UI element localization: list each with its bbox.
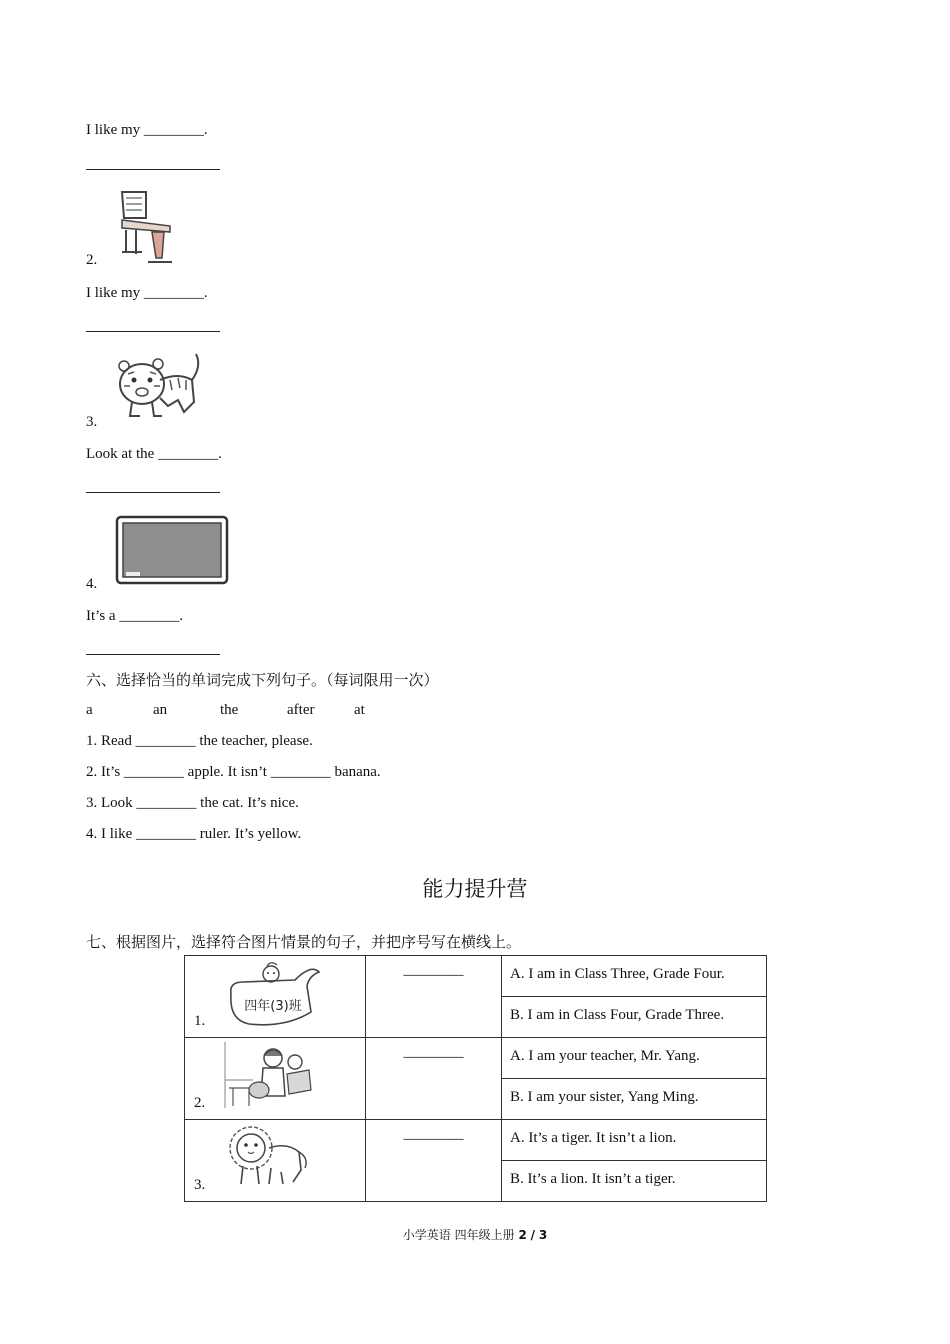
tiger-icon xyxy=(112,350,204,424)
section-6-sentence: 3. Look ________ the cat. It’s nice. xyxy=(86,795,299,811)
sentence-4: It’s a ________. xyxy=(86,608,184,624)
class-sign-icon xyxy=(225,960,323,1032)
option-a: A. It’s a tiger. It isn’t a lion. xyxy=(510,1130,677,1146)
word-bank-word: an xyxy=(153,702,168,718)
item-2-number: 2. xyxy=(86,252,98,268)
table-row xyxy=(185,956,767,997)
answer-line-4 xyxy=(86,654,220,655)
item-4-number: 4. xyxy=(86,576,98,592)
row-number: 3. xyxy=(194,1177,206,1193)
row-number: 2. xyxy=(194,1095,206,1111)
section-6-sentence: 2. It’s ________ apple. It isn’t ________ banana. xyxy=(86,764,381,780)
section-6-sentence: 1. Read ________ the teacher, please. xyxy=(86,733,313,749)
word-bank-word: after xyxy=(287,702,315,718)
word-bank-word: the xyxy=(220,702,239,718)
table-row xyxy=(185,1038,767,1079)
page-total: 3 xyxy=(538,1228,548,1242)
row-number: 1. xyxy=(194,1013,206,1029)
page-separator: / xyxy=(530,1228,536,1242)
answer-line-3 xyxy=(86,492,220,493)
picture-cell xyxy=(185,1120,366,1202)
section-6-heading: 六、选择恰当的单词完成下列句子。（每词限用一次） xyxy=(86,671,439,689)
answer-line-1 xyxy=(86,169,220,170)
answer-blank[interactable]: ________ xyxy=(366,956,502,1038)
item-3-number: 3. xyxy=(86,414,98,430)
option-a: A. I am in Class Three, Grade Four. xyxy=(510,966,725,982)
blackboard-icon xyxy=(114,514,230,586)
sentence-2: I like my ________. xyxy=(86,285,208,301)
class-sign-text: 四年(3)班 xyxy=(244,999,302,1014)
ability-section-title: 能力提升营 xyxy=(422,877,528,901)
section-7-heading: 七、根据图片，选择符合图片情景的句子，并把序号写在横线上。 xyxy=(86,933,522,951)
section-6-sentence: 4. I like ________ ruler. It’s yellow. xyxy=(86,826,302,842)
answer-blank[interactable]: ________ xyxy=(366,1120,502,1202)
word-bank-word: a xyxy=(86,702,93,718)
page-footer xyxy=(0,1226,950,1243)
table-row xyxy=(185,1120,767,1161)
word-bank-word: at xyxy=(354,702,365,718)
answer-blank[interactable]: ________ xyxy=(366,1038,502,1120)
option-b: B. It’s a lion. It isn’t a tiger. xyxy=(510,1171,676,1187)
answer-line-2 xyxy=(86,331,220,332)
lion-icon xyxy=(223,1122,311,1192)
picture-cell xyxy=(185,956,366,1038)
option-b: B. I am in Class Four, Grade Three. xyxy=(510,1007,725,1023)
footer-text: 小学英语 四年级上册 xyxy=(402,1228,515,1242)
option-a: A. I am your teacher, Mr. Yang. xyxy=(510,1048,700,1064)
page-number: 2 xyxy=(518,1228,527,1242)
classroom-scene-icon xyxy=(223,1040,313,1110)
sentence-1: I like my ________. xyxy=(86,122,208,138)
desk-chair-icon xyxy=(112,188,182,268)
sentence-3: Look at the ________. xyxy=(86,446,222,462)
matching-table xyxy=(184,955,767,1202)
option-b: B. I am your sister, Yang Ming. xyxy=(510,1089,699,1105)
picture-cell xyxy=(185,1038,366,1120)
